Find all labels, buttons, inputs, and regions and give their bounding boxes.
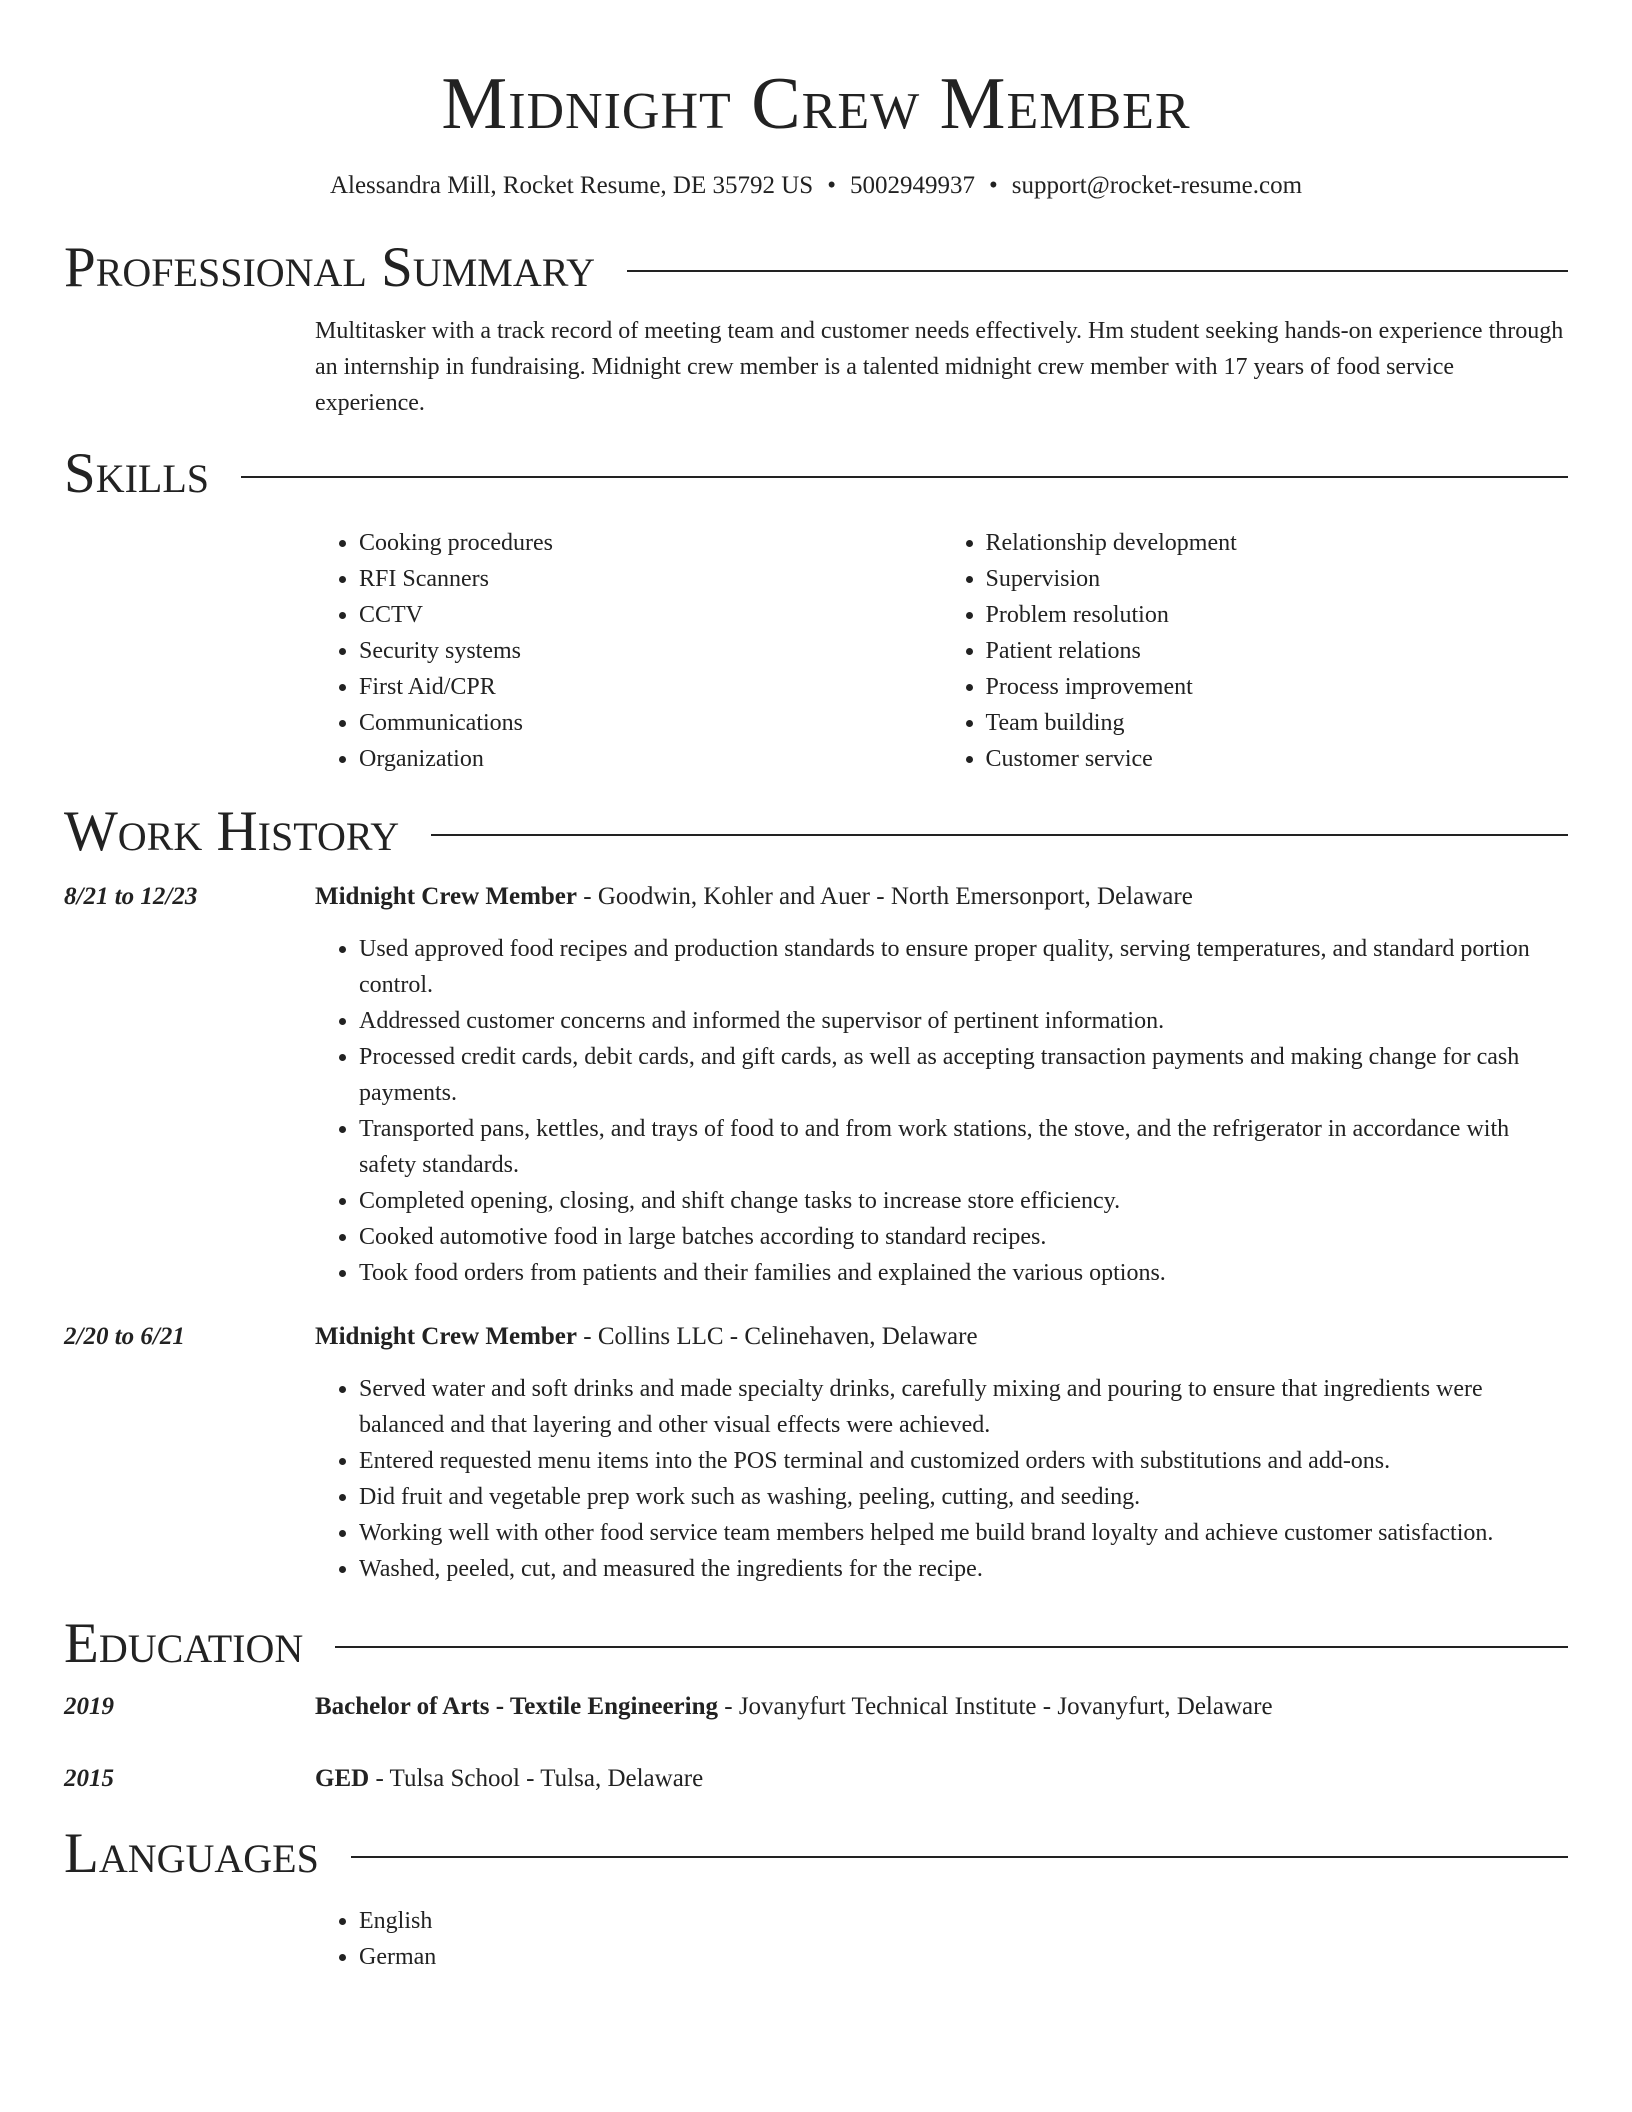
job-duties	[315, 1371, 1568, 1587]
job-entry	[64, 1319, 1568, 1587]
section-divider	[431, 834, 1568, 836]
languages-list	[315, 1903, 1568, 1975]
job-title: Midnight Crew Member	[315, 1323, 577, 1350]
job-duty: • Entered requested menu items into the POS terminal and customized orders with substitutions and add-ons.	[359, 1443, 1568, 1479]
education-line	[315, 1689, 1568, 1725]
job-duty: • Completed opening, closing, and shift change tasks to increase store efficiency.	[359, 1183, 1568, 1219]
contact-email[interactable]: support@rocket-resume.com	[1011, 172, 1303, 199]
education-entry	[64, 1689, 1568, 1725]
language-item: • English	[359, 1903, 1568, 1939]
job-duty: • Working well with other food service team members helped me build brand loyalty and achieve customer satisfaction.	[359, 1515, 1568, 1551]
section-title-languages: Languages	[64, 1822, 319, 1885]
skill-item: • Cooking procedures	[359, 525, 942, 561]
education-degree: Bachelor of Arts - Textile Engineering	[315, 1693, 718, 1720]
skill-item: • First Aid/CPR	[359, 669, 942, 705]
job-duty: • Processed credit cards, debit cards, and gift cards, as well as accepting transaction payments and making change for cash payments.	[359, 1039, 1568, 1111]
job-entry	[64, 879, 1568, 1291]
skill-item: • Security systems	[359, 633, 942, 669]
job-duties	[315, 931, 1568, 1291]
job-title-line	[315, 1319, 1568, 1355]
job-duty: • Washed, peeled, cut, and measured the ingredients for the recipe.	[359, 1551, 1568, 1587]
education-entry	[64, 1761, 1568, 1797]
job-title-line	[315, 879, 1568, 915]
job-duty: • Did fruit and vegetable prep work such as washing, peeling, cutting, and seeding.	[359, 1479, 1568, 1515]
contact-address: Alessandra Mill, Rocket Resume, DE 35792 US	[329, 172, 814, 199]
skill-item: • Problem resolution	[986, 597, 1569, 633]
section-summary-header	[64, 235, 1568, 301]
job-content	[315, 879, 1568, 1291]
job-duty: • Used approved food recipes and production standards to ensure proper quality, serving temperatures, and standard portion control.	[359, 931, 1568, 1003]
section-skills-header	[64, 441, 1568, 507]
section-languages-header	[64, 1821, 1568, 1887]
section-work-header	[64, 799, 1568, 865]
skills-list	[315, 525, 1568, 777]
section-title-education: Education	[64, 1612, 304, 1675]
education-year: 2019	[64, 1693, 114, 1720]
skill-item: • Customer service	[986, 741, 1569, 777]
contact-phone: 5002949937	[849, 172, 975, 199]
education-school: - Jovanyfurt Technical Institute - Jovanyfurt, Delaware	[718, 1693, 1273, 1720]
section-education-header	[64, 1611, 1568, 1677]
job-duty: • Transported pans, kettles, and trays of food to and from work stations, the stove, and the refrigerator in accordance with safety standards.	[359, 1111, 1568, 1183]
skill-item: • Patient relations	[986, 633, 1569, 669]
job-duty: • Cooked automotive food in large batches according to standard recipes.	[359, 1219, 1568, 1255]
skill-item: • Organization	[359, 741, 942, 777]
section-title-summary: Professional Summary	[64, 236, 596, 299]
skill-item: • Relationship development	[986, 525, 1569, 561]
skill-item: • CCTV	[359, 597, 942, 633]
job-duty: • Took food orders from patients and their families and explained the various options.	[359, 1255, 1568, 1291]
contact-line	[64, 170, 1568, 202]
job-content	[315, 1319, 1568, 1587]
skill-item: • RFI Scanners	[359, 561, 942, 597]
job-employer: - Collins LLC - Celinehaven, Delaware	[577, 1323, 978, 1350]
job-duty: • Served water and soft drinks and made specialty drinks, carefully mixing and pouring to ensure that ingredients were balanced and that layering and other visual effects were achieved.	[359, 1371, 1568, 1443]
contact-separator: •	[827, 172, 836, 199]
contact-separator: •	[988, 172, 998, 199]
section-title-skills: Skills	[64, 442, 210, 505]
summary-text: Multitasker with a track record of meeting team and customer needs effectively. Hm student seeking hands-on experience through an internship in fundraising. Midnight crew member is a talented midnight crew member with 17 years of food service experience.	[315, 318, 1564, 416]
education-line	[315, 1761, 1568, 1797]
education-year: 2015	[64, 1765, 114, 1792]
skill-item: • Process improvement	[986, 669, 1569, 705]
skill-item: • Communications	[359, 705, 942, 741]
job-duty: • Addressed customer concerns and informed the supervisor of pertinent information.	[359, 1003, 1568, 1039]
language-item: • German	[359, 1939, 1568, 1975]
section-divider	[627, 270, 1568, 272]
candidate-name: Midnight Crew Member	[441, 63, 1191, 145]
skill-item: • Team building	[986, 705, 1569, 741]
job-dates: 8/21 to 12/23	[64, 883, 198, 910]
job-employer: - Goodwin, Kohler and Auer - North Emersonport, Delaware	[577, 883, 1193, 910]
section-divider	[241, 476, 1568, 478]
section-divider	[335, 1646, 1568, 1648]
section-title-work: Work History	[64, 800, 400, 863]
skill-item: • Supervision	[986, 561, 1569, 597]
job-title: Midnight Crew Member	[315, 883, 577, 910]
skills-column-right	[942, 525, 1569, 777]
job-dates: 2/20 to 6/21	[64, 1323, 185, 1350]
skills-column-left	[315, 525, 942, 777]
education-degree: GED	[315, 1765, 370, 1792]
section-divider	[351, 1856, 1568, 1858]
education-school: - Tulsa School - Tulsa, Delaware	[369, 1765, 704, 1792]
